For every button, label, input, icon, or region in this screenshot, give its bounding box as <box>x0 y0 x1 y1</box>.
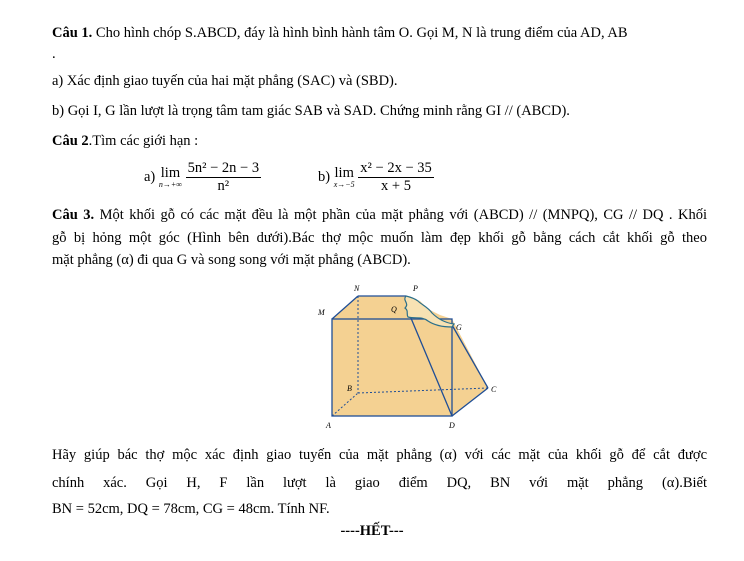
q2-limit-a <box>144 160 261 195</box>
label-n: N <box>354 284 360 293</box>
q3-line2: gỗ bị hỏng một góc (Hình bên dưới).Bác thợ mộc muốn làm đẹp khối gỗ bằng cách cắt khối gỗ theo <box>52 230 707 246</box>
q3-line5: chính xác. Gọi H, F lần lượt là giao điểm DQ, BN với mặt phẳng (α).Biết <box>52 475 707 491</box>
q1-part-a: a) Xác định giao tuyến của hai mặt phẳng (SAC) và (SBD). <box>52 73 398 89</box>
q1-line <box>52 24 628 42</box>
q2-limit-b <box>318 160 434 195</box>
q2-b-label: b) <box>318 169 331 185</box>
q2-b-lim <box>334 166 355 189</box>
q1-label: Câu 1. <box>52 25 93 41</box>
end-marker: ----HẾT--- <box>340 523 404 539</box>
label-c: C <box>491 385 497 394</box>
q2-b-lim-word: lim <box>334 165 354 181</box>
q3-label: Câu 3. <box>52 207 95 223</box>
label-d: D <box>449 421 455 430</box>
q3-line6: BN = 52cm, DQ = 78cm, CG = 48cm. Tính NF. <box>52 501 330 517</box>
q2-line <box>52 132 198 150</box>
q2-a-label: a) <box>144 169 156 185</box>
q3-line4: Hãy giúp bác thợ mộc xác định giao tuyến của mặt phẳng (α) với các mặt của khối gỗ để cắt được <box>52 447 707 463</box>
q2-a-lim-sub: n→+∞ <box>158 180 182 189</box>
label-q: Q <box>391 305 397 314</box>
q2-a-numerator: 5n² − 2n − 3 <box>187 160 260 176</box>
q2-text: .Tìm các giới hạn : <box>88 133 199 149</box>
q2-b-numerator: x² − 2x − 35 <box>360 160 432 176</box>
q3-line3: mặt phẳng (α) đi qua G và song song với mặt phẳng (ABCD). <box>52 252 411 268</box>
q2-b-fraction <box>358 160 433 195</box>
face-front <box>332 319 452 416</box>
q2-b-denominator: x + 5 <box>381 178 411 194</box>
q2-a-lim-word: lim <box>160 165 181 181</box>
q2-b-lim-sub: x→−5 <box>333 180 355 189</box>
wood-block-figure <box>310 281 510 436</box>
q2-a-denominator: n² <box>217 178 230 194</box>
q1-text: Cho hình chóp S.ABCD, đáy là hình bình hành tâm O. Gọi M, N là trung điểm của AD, AB <box>95 25 628 41</box>
q3-line1-text: Một khối gỗ có các mặt đều là một phần của mặt phẳng với (ABCD) // (MNPQ), CG // DQ . Khối <box>99 207 708 223</box>
q2-label: Câu 2 <box>52 133 89 149</box>
label-m: M <box>318 308 325 317</box>
label-a: A <box>326 421 331 430</box>
label-g: G <box>456 323 462 332</box>
q1-dot: . <box>52 46 56 62</box>
q3-line1 <box>52 206 707 224</box>
label-p: P <box>413 284 418 293</box>
label-b: B <box>347 384 352 393</box>
q2-a-fraction <box>186 160 261 195</box>
q2-a-lim <box>159 166 182 189</box>
q1-part-b: b) Gọi I, G lần lượt là trọng tâm tam giác SAB và SAD. Chứng minh rằng GI // (ABCD). <box>52 103 570 119</box>
